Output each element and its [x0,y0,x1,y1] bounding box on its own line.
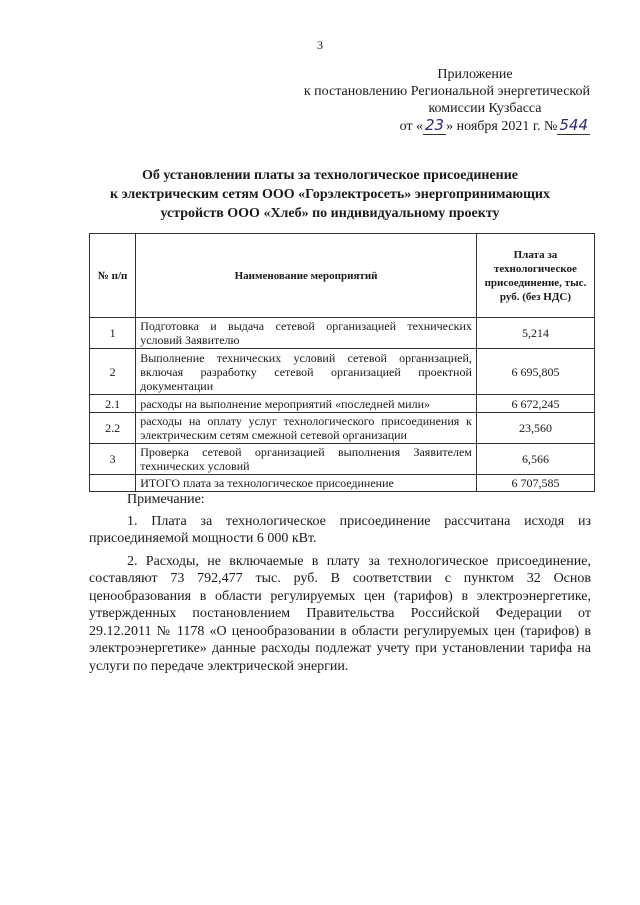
header-fee: Плата за технологическое присоединение, тыс. руб. (без НДС) [476,234,594,318]
notes-heading: Примечание: [127,492,205,507]
note-item: 2. Расходы, не включаемые в плату за технологическое присоединение, составляют 73 792,477 тыс. руб. В соответствии с пунктом 32 Основ ценообразования в области регулируемых цен (тарифов) в электроэнергетике, утвержденных постановлением Правительства Российской Федерации от 29.12.2011 № 1178 «О ценообразовании в области регулируемых цен (тарифов) в электроэнергетике» данные расходы подлежат учету при установлении тарифа на услуги по передаче электрической энергии. [89,553,591,674]
page-number: 3 [317,38,323,52]
fee-table [89,233,595,492]
annex-header [250,66,590,135]
row-name: расходы на выполнение мероприятий «последней мили» [136,395,477,413]
title-line: устройств ООО «Хлеб» по индивидуальному проекту [160,206,500,221]
header-name: Наименование мероприятий [136,234,477,318]
title-line: к электрическим сетям ООО «Горэлектросеть» энергопринимающих [110,187,550,202]
table-total-row [90,475,595,492]
date-prefix: от « [399,119,424,134]
row-fee: 23,560 [476,413,594,444]
row-num: 1 [90,318,136,349]
table-row [90,413,595,444]
table-row [90,318,595,349]
row-fee: 6,566 [476,444,594,475]
row-fee: 6 707,585 [476,475,594,492]
row-fee: 6 695,805 [476,349,594,395]
annex-date-line [250,117,590,135]
row-num: 3 [90,444,136,475]
row-name: Проверка сетевой организацией выполнения Заявителем технических условий [136,444,477,475]
table-row [90,349,595,395]
row-num: 2.1 [90,395,136,413]
row-fee: 5,214 [476,318,594,349]
row-name: Выполнение технических условий сетевой организацией, включая разработку сетевой организацией проектной документации [136,349,477,395]
table-row [90,395,595,413]
row-name: ИТОГО плата за технологическое присоединение [136,475,477,492]
note-item: 1. Плата за технологическое присоединение рассчитана исходя из присоединяемой мощности 6 000 кВт. [89,513,591,546]
handwritten-day: 23 [425,116,445,134]
row-num: 2.2 [90,413,136,444]
table-row [90,444,595,475]
row-name: расходы на оплату услуг технологического присоединения к электрическим сетям смежной сетевой организации [136,413,477,444]
row-name: Подготовка и выдача сетевой организацией технических условий Заявителю [136,318,477,349]
annex-commission: комиссии Кузбасса [428,101,542,116]
notes-section [89,491,591,680]
table-header-row [90,234,595,318]
annex-title: Приложение [437,67,513,82]
header-num: № п/п [90,234,136,318]
row-num: 2 [90,349,136,395]
title-line: Об установлении платы за технологическое присоединение [141,168,519,183]
handwritten-number: 544 [559,116,588,134]
document-title [60,166,600,223]
date-middle: » ноября 2021 г. № [446,119,558,134]
row-num [90,475,136,492]
annex-reference: к постановлению Региональной энергетической [303,84,590,99]
row-fee: 6 672,245 [476,395,594,413]
